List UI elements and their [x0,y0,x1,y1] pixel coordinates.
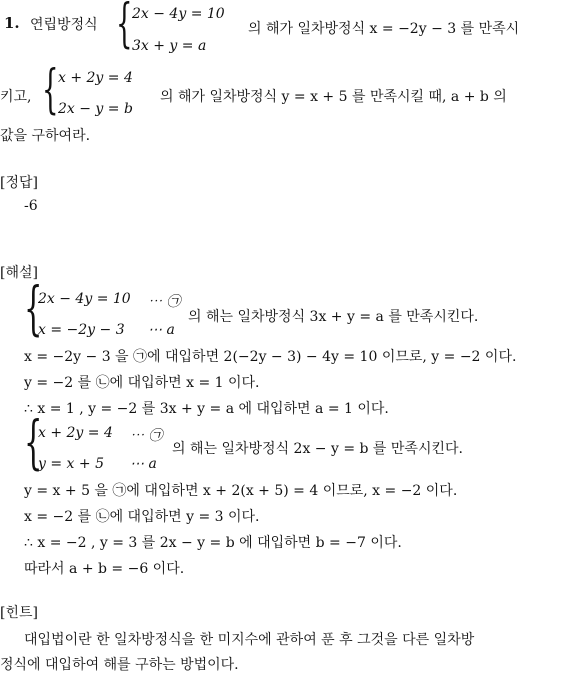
system-b-tag2: ⋯ a [130,456,157,472]
system1-eq2: 3x + y = a [132,38,207,54]
solution-heading: [해설] [0,265,38,281]
system-a-brace: { [24,274,43,342]
hint-heading: [힌트] [0,605,38,621]
solution-step-7: 따라서 a + b = −6 이다. [24,561,185,577]
system-a-tag2: ⋯ a [148,322,175,338]
hint-line1: 대입법이란 한 일차방정식을 한 미지수에 관하여 푼 후 그것을 다른 일차방 [24,632,475,648]
problem-line3: 값을 구하여라. [0,128,91,144]
solution-step-5: x = −2 를 ㉡에 대입하면 y = 3 이다. [24,509,260,525]
system1-eq1: 2x − 4y = 10 [132,6,225,22]
system2-eq1: x + 2y = 4 [58,70,133,86]
problem-number: 1. [4,14,20,32]
system-b-text: 의 해는 일차방정식 2x − y = b 를 만족시킨다. [172,441,463,457]
system-a-eq1: 2x − 4y = 10 [38,291,131,307]
system2-eq2: 2x − y = b [58,101,133,117]
hint-line2: 정식에 대입하여 해를 구하는 방법이다. [0,657,239,673]
system-a-tag1: ⋯ ㉠ [148,294,181,310]
problem-line2-suffix: 의 해가 일차방정식 y = x + 5 를 만족시킬 때, a + b 의 [160,89,507,105]
system-a-eq2: x = −2y − 3 [38,322,125,338]
problem-line1-prefix: 연립방정식 [30,17,98,33]
solution-step-4: y = x + 5 을 ㉠에 대입하면 x + 2(x + 5) = 4 이므로, x = −2 이다. [24,483,458,499]
system-a-text: 의 해는 일차방정식 3x + y = a 를 만족시킨다. [188,309,479,325]
problem-line2-prefix: 키고, [0,89,32,105]
solution-step-2: y = −2 를 ㉡에 대입하면 x = 1 이다. [24,375,260,391]
system1-brace: { [116,0,133,54]
problem-line1-suffix: 의 해가 일차방정식 x = −2y − 3 를 만족시 [248,21,520,37]
answer-heading: [정답] [0,175,38,191]
system2-brace: { [42,60,59,120]
solution-step-1: x = −2y − 3 을 ㉠에 대입하면 2(−2y − 3) − 4y = 10 이므로, y = −2 이다. [24,349,517,365]
system-b-brace: { [24,408,43,476]
solution-step-6: ∴ x = −2 , y = 3 를 2x − y = b 에 대입하면 b = −7 이다. [24,535,402,551]
system-b-eq1: x + 2y = 4 [38,425,113,441]
system-b-tag1: ⋯ ㉠ [130,428,163,444]
system-b-eq2: y = x + 5 [38,456,104,472]
answer-value: -6 [24,198,38,214]
solution-step-3: ∴ x = 1 , y = −2 를 3x + y = a 에 대입하면 a = 1 이다. [24,401,389,417]
